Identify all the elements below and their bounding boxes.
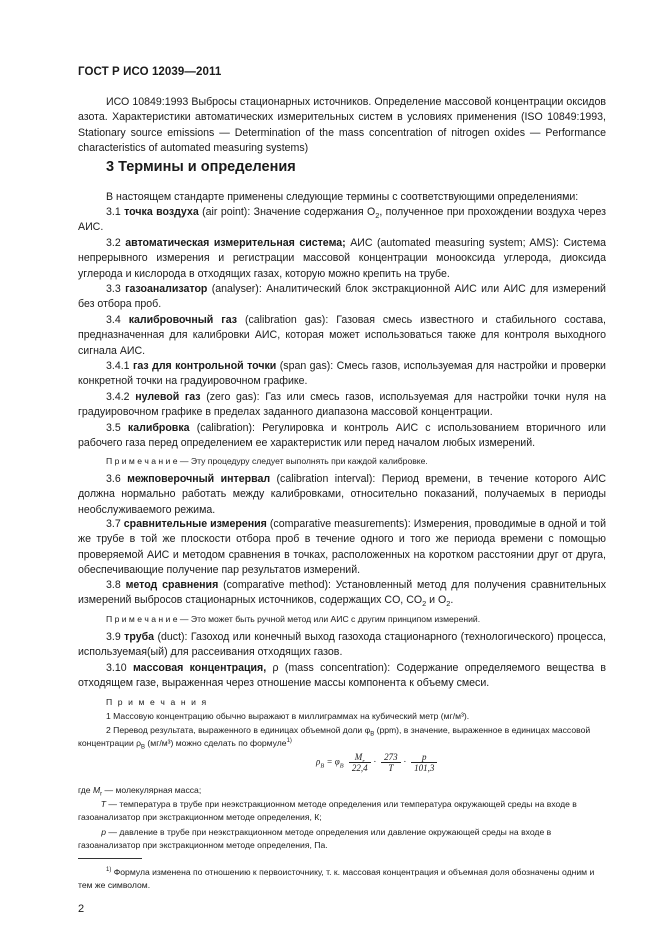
term-3-6: 3.6 межповерочный интервал (calibration interval): Период времени, в течение которого АИС должна нормально работать между калибровками, относительно показаний, получаемых в периоды необслуживаемого режима. (78, 473, 607, 516)
term-title: калибровочный газ (128, 314, 237, 326)
term-title: массовая концентрация, (132, 662, 267, 674)
term-3-1: 3.1 точка воздуха (air point): Значение содержания $O_2$, полученное при прохождении воздуха через АИС. (78, 206, 606, 234)
term-title: труба (124, 631, 155, 643)
term-3-4-1: 3.4.1 газ для контрольной точки (span gas): Смесь газов, используемая для настройки и проверки конкретной точки на градуировочном графике. (78, 360, 606, 388)
term-title: калибровка (127, 422, 190, 434)
term-title: нулевой газ (135, 391, 201, 403)
term-3-4-2: 3.4.2 нулевой газ (zero gas): Газ или смесь газов, используемая для настройки точки нуля на градуировочном графике в пределах заданного диапазона массовой концентрации. (78, 391, 606, 419)
term-3-2: 3.2 автоматическая измерительная система; АИС (automated measuring system; AMS): Система непрерывного измерения и регистрации массовой концентрации монооксида углерода, диоксида углерода и кислорода в отходящих газах, которую можно крепить на трубе. (78, 237, 606, 280)
term-3-8: 3.8 метод сравнения (comparative method): Установленный метод для получения сравнительных измерений выбросов стационарных источников, содержащих CO, $CO_2$ и $O_2$. (78, 579, 606, 609)
term-title: метод сравнения (125, 579, 219, 591)
note-3-5: П р и м е ч а н и е — Эту процедуру следует выполнять при каждой калибровке. (106, 456, 428, 466)
document-header: ГОСТ Р ИСО 12039—2011 (78, 66, 222, 78)
term-3-7: 3.7 сравнительные измерения (comparative measurements): Измерения, проводимые в одной и той же трубе в той же плоскости отбора проб в течение одного и того же периода времени с помощью проверяемой АИС и методом сравнения в точках, расположенных на коротком расстоянии друг от друга, обеспечивающие получение пар результатов измерений. (78, 518, 606, 577)
notes-title: П р и м е ч а н и я (106, 697, 208, 707)
fraction-pressure: $\frac{p}{101,3}$ (411, 752, 437, 773)
term-title: межповерочный интервал (127, 473, 271, 485)
where-p: p — давление в трубе при неэкстракционном методе определения или давление окружающей среды на входе в газоанализатор при экстракционном методе определения, Па. (78, 827, 552, 850)
term-title: точка воздуха (124, 206, 199, 218)
term-title: автоматическая измерительная система; (125, 237, 346, 249)
note-1: 1 Массовую концентрацию обычно выражают в миллиграммах на кубический метр (мг/м³). (106, 711, 470, 721)
page-number: 2 (78, 903, 85, 915)
intro-text: В настоящем стандарте применены следующие термины с соответствующими определениями: (106, 191, 579, 203)
term-3-10: 3.10 массовая концентрация, ρ (mass concentration): Содержание определяемого вещества в отходящем газе, выраженная через отношение массы компонента к объему смеси. (78, 662, 606, 690)
note-2: 2 Перевод результата, выраженного в единицах объемной доли $\varphi_B$ (ppm), в значение, выраженное в единицах массовой концентрации $\rho_B$ (мг/м³) можно сделать по формуле$^{1)}$ (78, 725, 591, 751)
where-t: T — температура в трубе при неэкстракционном методе определения или температура окружающей среды на входе в газоанализатор при экстракционном методе определения, К; (78, 799, 577, 822)
term-3-9: 3.9 труба (duct): Газоход или конечный выход газохода стационарного (технологического) процесса, используемая(ый) для рассеивания отходящих газов. (78, 631, 606, 659)
fraction-temp: $\frac{273}{T}$ (381, 752, 401, 773)
term-title: сравнительные измерения (123, 518, 267, 530)
fraction-mr: $\frac{M_r}{22,4}$ (349, 752, 371, 773)
note-3-8: П р и м е ч а н и е — Это может быть ручной метод или АИС с другим принципом измерений. (106, 614, 481, 624)
reference-paragraph: ИСО 10849:1993 Выбросы стационарных источников. Определение массовой концентрации оксидов азота. Характеристики автоматических измерительных систем в условиях применения (ISO 10849:1993, Stationary source emissions — Determination of the mass concentration of nitrogen oxides — Performance characteristics of automated measuring systems) (78, 96, 606, 155)
footnote: $^{1)}$ Формула изменена по отношению к первоисточнику, т. к. массовая концентрация и объемная доля обозначены одним и тем же символом. (78, 867, 595, 890)
term-title: газ для контрольной точки (132, 360, 277, 372)
term-3-4: 3.4 калибровочный газ (calibration gas): Газовая смесь известного и стабильного состава, предназначенная для калибровки АИС, которая может использоваться также для контроля выходного сигнала АИС. (78, 314, 606, 357)
term-3-5: 3.5 калибровка (calibration): Регулировка и контроль АИС с использованием вторичного или рабочего газа перед определением ее характеристик или перед началом любых измерений. (78, 422, 606, 450)
formula: $\rho_B = \varphi_B$ $\frac{M_r}{22,4}$ · $\frac{273}{T}$ · $\frac{p}{101,3}$ (316, 752, 440, 773)
footnote-divider (78, 858, 142, 859)
section-title: 3 Термины и определения (106, 159, 296, 175)
term-3-3: 3.3 газоанализатор (analyser): Аналитический блок экстракционной АИС или АИС для измерений без отбора проб. (78, 283, 606, 311)
term-title: газоанализатор (125, 283, 208, 295)
where-mr: где $M_r$ — молекулярная масса; (78, 785, 202, 798)
